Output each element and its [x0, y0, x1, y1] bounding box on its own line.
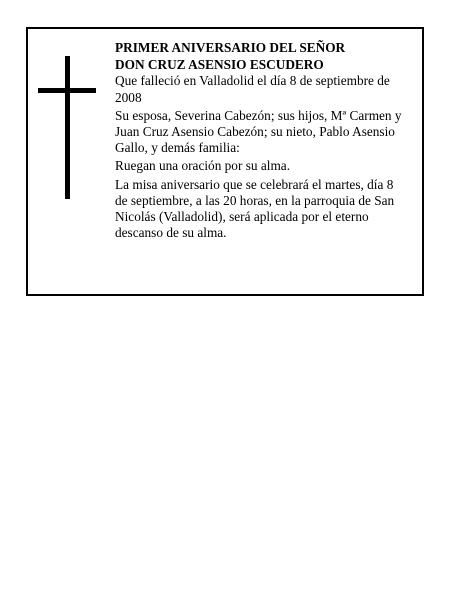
notice-body [115, 39, 409, 241]
mass-info: La misa aniversario que se celebrará el martes, día 8 de septiembre, a las 20 horas, en la parroquia de San Nicolás (Valladolid), será aplicada por el eterno descanso de su alma. [115, 176, 395, 241]
notice-title-line-2: DON CRUZ ASENSIO ESCUDERO [115, 57, 324, 73]
cross-icon [38, 56, 96, 199]
family-list: Su esposa, Severina Cabezón; sus hijos, Mª Carmen y Juan Cruz Asensio Cabezón; su nieto, Pablo Asensio Gallo, y demás familia: [115, 107, 402, 156]
cross-horizontal-bar [38, 88, 96, 93]
notice-title-line-1: PRIMER ANIVERSARIO DEL SEÑOR [115, 40, 346, 55]
cross-vertical-bar [65, 56, 70, 199]
death-info: Que falleció en Valladolid el día 8 de septiembre de 2008 [115, 73, 390, 105]
obituary-notice [26, 27, 424, 296]
prayer-request: Ruegan una oración por su alma. [115, 158, 291, 174]
